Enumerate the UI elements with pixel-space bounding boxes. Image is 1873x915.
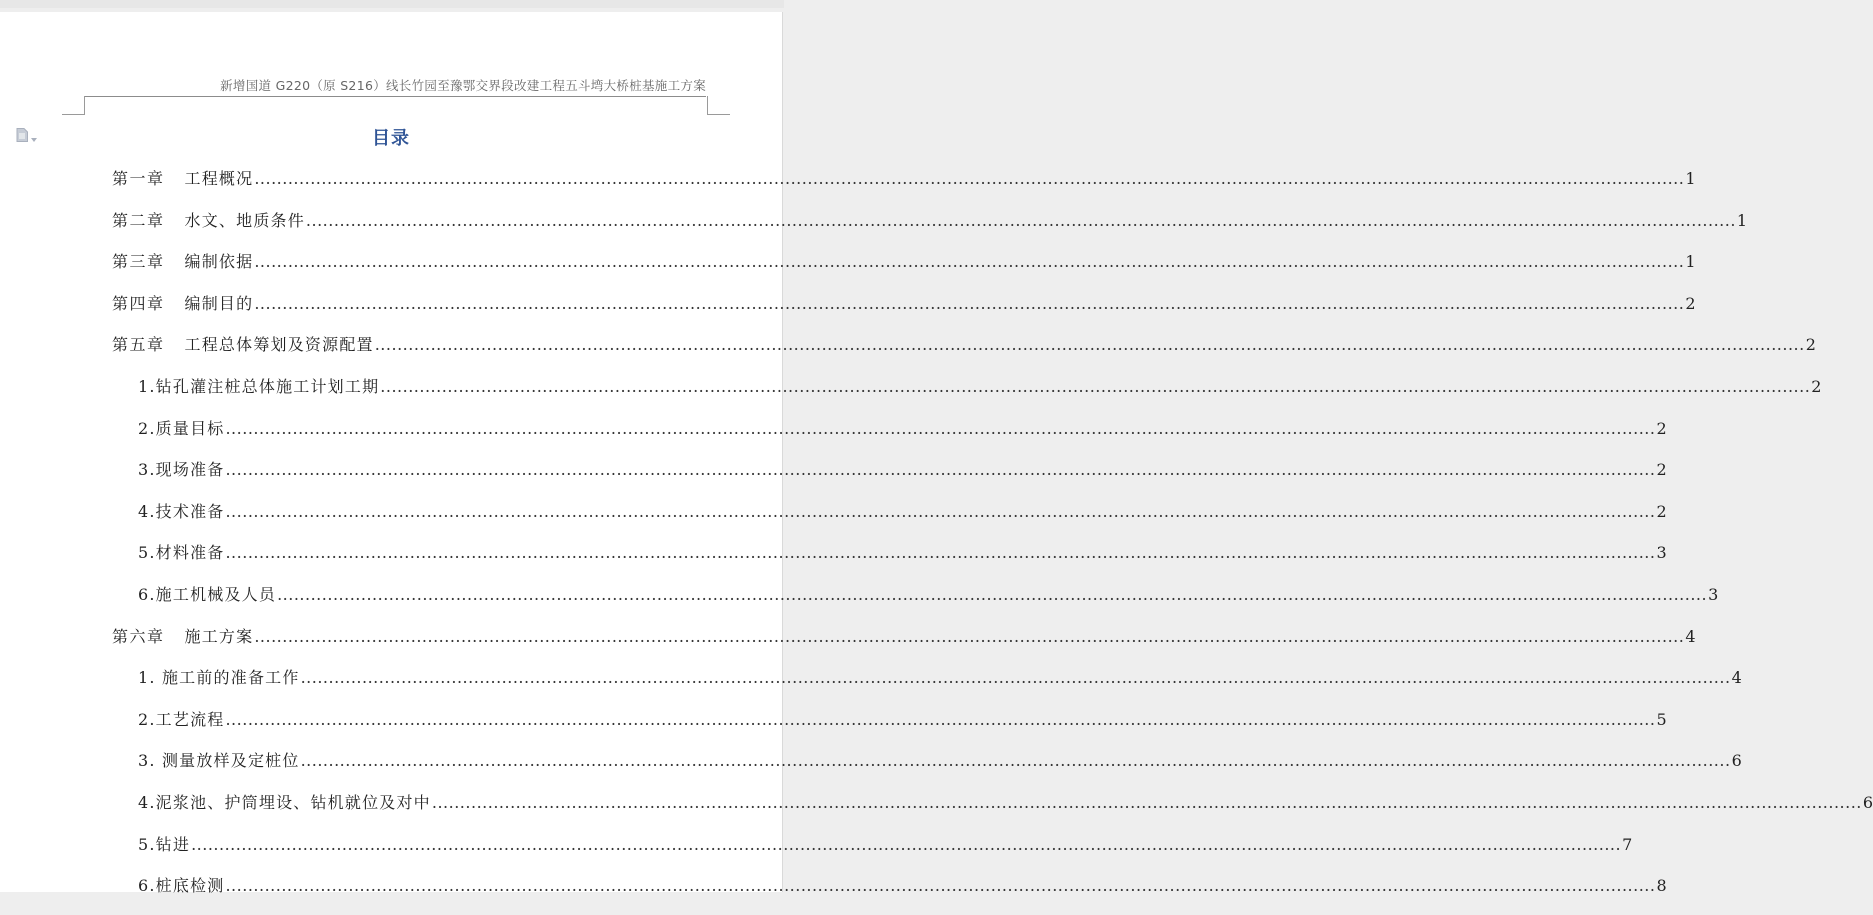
toc-entry[interactable] <box>112 208 1748 250</box>
toc-title: 目录 <box>372 128 410 149</box>
toc-leader-dots <box>380 377 1810 396</box>
toc-entry-title: 1.钻孔灌注桩总体施工计划工期 <box>138 376 380 396</box>
toc-entry-title: 6.施工机械及人员 <box>138 584 277 604</box>
toc-leader-dots <box>225 419 1655 438</box>
toc-entry-label <box>112 249 253 272</box>
toc-entry-title: 编制目的 <box>184 293 254 313</box>
toc-leader-dots <box>301 668 1731 687</box>
toc-entry[interactable] <box>112 582 1719 624</box>
toolbar-strip <box>0 0 784 8</box>
toc-entry[interactable] <box>112 249 1696 291</box>
toc-leader-dots <box>225 460 1655 479</box>
toc-leader-dots <box>375 335 1805 354</box>
toc-leader-dots <box>225 543 1655 562</box>
toc-entry[interactable] <box>112 624 1696 666</box>
toc-entry-title: 5.材料准备 <box>138 543 225 563</box>
margin-corner-left <box>62 96 85 115</box>
toc-page-number: 4 <box>1685 626 1696 646</box>
toc-entry-title: 6.桩底检测 <box>138 876 225 896</box>
toc-entry[interactable] <box>112 457 1667 499</box>
toc-entry-label <box>138 665 300 688</box>
toc-entry-label <box>112 208 305 231</box>
toc-entry[interactable] <box>112 291 1696 333</box>
toc-page-number: 2 <box>1656 418 1667 438</box>
toc-entry[interactable] <box>112 748 1742 790</box>
toc-list <box>112 166 1873 915</box>
toc-leader-dots <box>191 835 1621 854</box>
toc-entry-title: 5.钻进 <box>138 834 191 854</box>
toc-entry-title: 工程概况 <box>184 169 254 188</box>
toc-page-number: 2 <box>1656 460 1667 480</box>
toc-leader-dots <box>225 876 1655 895</box>
toc-entry-title: 4.技术准备 <box>138 501 225 521</box>
toc-entry[interactable] <box>112 707 1667 749</box>
toc-page-number: 3 <box>1656 543 1667 563</box>
toc-page-number: 2 <box>1811 376 1822 396</box>
toc-entry[interactable] <box>112 540 1667 582</box>
toc-entry[interactable] <box>112 166 1696 208</box>
toc-entry[interactable] <box>112 665 1742 707</box>
toc-page-number: 1 <box>1685 169 1696 188</box>
toc-page-number: 2 <box>1805 335 1816 355</box>
toc-entry-label <box>138 790 431 813</box>
header-rule <box>84 96 706 97</box>
toc-entry[interactable] <box>112 790 1873 832</box>
toc-page-number: 2 <box>1656 501 1667 521</box>
toc-leader-dots <box>254 252 1684 271</box>
toc-entry-label <box>138 499 224 522</box>
toc-entry-title: 4.泥浆池、护筒埋设、钻机就位及对中 <box>138 792 431 812</box>
toc-entry-title: 3.现场准备 <box>138 460 225 480</box>
toc-page-number: 6 <box>1862 792 1873 812</box>
toc-leader-dots <box>225 710 1655 729</box>
toc-leader-dots <box>254 169 1684 188</box>
toc-chapter-number: 第六章 <box>112 626 165 646</box>
toc-leader-dots <box>306 211 1736 230</box>
toc-entry-label <box>138 873 224 896</box>
toc-entry-label <box>138 748 300 771</box>
toc-entry[interactable] <box>112 873 1667 915</box>
toc-page-number: 3 <box>1708 584 1719 604</box>
toc-chapter-number: 第二章 <box>112 210 165 230</box>
toc-chapter-number: 第一章 <box>112 169 165 188</box>
toc-entry-title: 施工方案 <box>184 626 254 646</box>
toc-entry[interactable] <box>112 416 1667 458</box>
toc-leader-dots <box>225 502 1655 521</box>
toc-leader-dots <box>432 793 1862 812</box>
toc-entry-label <box>112 624 253 647</box>
toc-entry-label <box>138 416 224 439</box>
toc-entry-label <box>112 332 374 355</box>
toc-page-number: 5 <box>1656 709 1667 729</box>
toc-chapter-number: 第三章 <box>112 252 165 272</box>
toc-entry-label <box>138 457 224 480</box>
toc-leader-dots <box>301 751 1731 770</box>
toc-leader-dots <box>254 627 1684 646</box>
toc-entry[interactable] <box>112 374 1822 416</box>
toc-entry-label <box>138 707 224 730</box>
toc-page-number: 4 <box>1731 668 1742 688</box>
toc-page-number: 6 <box>1731 751 1742 771</box>
toc-page-number: 1 <box>1685 252 1696 272</box>
margin-corner-right <box>707 96 730 115</box>
toc-entry-title: 2.工艺流程 <box>138 709 225 729</box>
toc-leader-dots <box>277 585 1707 604</box>
toc-entry-title: 3. 测量放样及定桩位 <box>138 751 300 771</box>
toc-entry-label <box>112 291 253 314</box>
document-page <box>0 12 1873 896</box>
toc-entry[interactable] <box>112 499 1667 541</box>
toc-page-number: 1 <box>1736 210 1748 230</box>
toc-page-number: 2 <box>1685 293 1696 313</box>
toc-entry-title: 水文、地质条件 <box>184 210 305 230</box>
toc-entry-label <box>138 582 276 605</box>
toc-entry-title: 2.质量目标 <box>138 418 225 438</box>
toc-page-number: 7 <box>1622 834 1633 854</box>
toc-entry[interactable] <box>112 332 1816 374</box>
toc-entry-label <box>138 374 379 397</box>
toc-leader-dots <box>254 294 1684 313</box>
toc-page-number: 8 <box>1656 876 1667 896</box>
toc-entry[interactable] <box>112 832 1633 874</box>
toc-entry-title: 编制依据 <box>184 252 254 272</box>
toc-entry-label <box>112 166 253 189</box>
toc-chapter-number: 第四章 <box>112 293 165 313</box>
toc-entry-label <box>138 832 190 855</box>
toc-entry-label <box>138 540 224 563</box>
toc-chapter-number: 第五章 <box>112 335 165 355</box>
toc-entry-title: 1. 施工前的准备工作 <box>138 668 300 688</box>
running-header: 新增国道 G220（原 S216）线长竹园至豫鄂交界段改建工程五斗塆大桥桩基施工方案 <box>220 78 706 93</box>
toc-entry-title: 工程总体筹划及资源配置 <box>184 335 374 355</box>
